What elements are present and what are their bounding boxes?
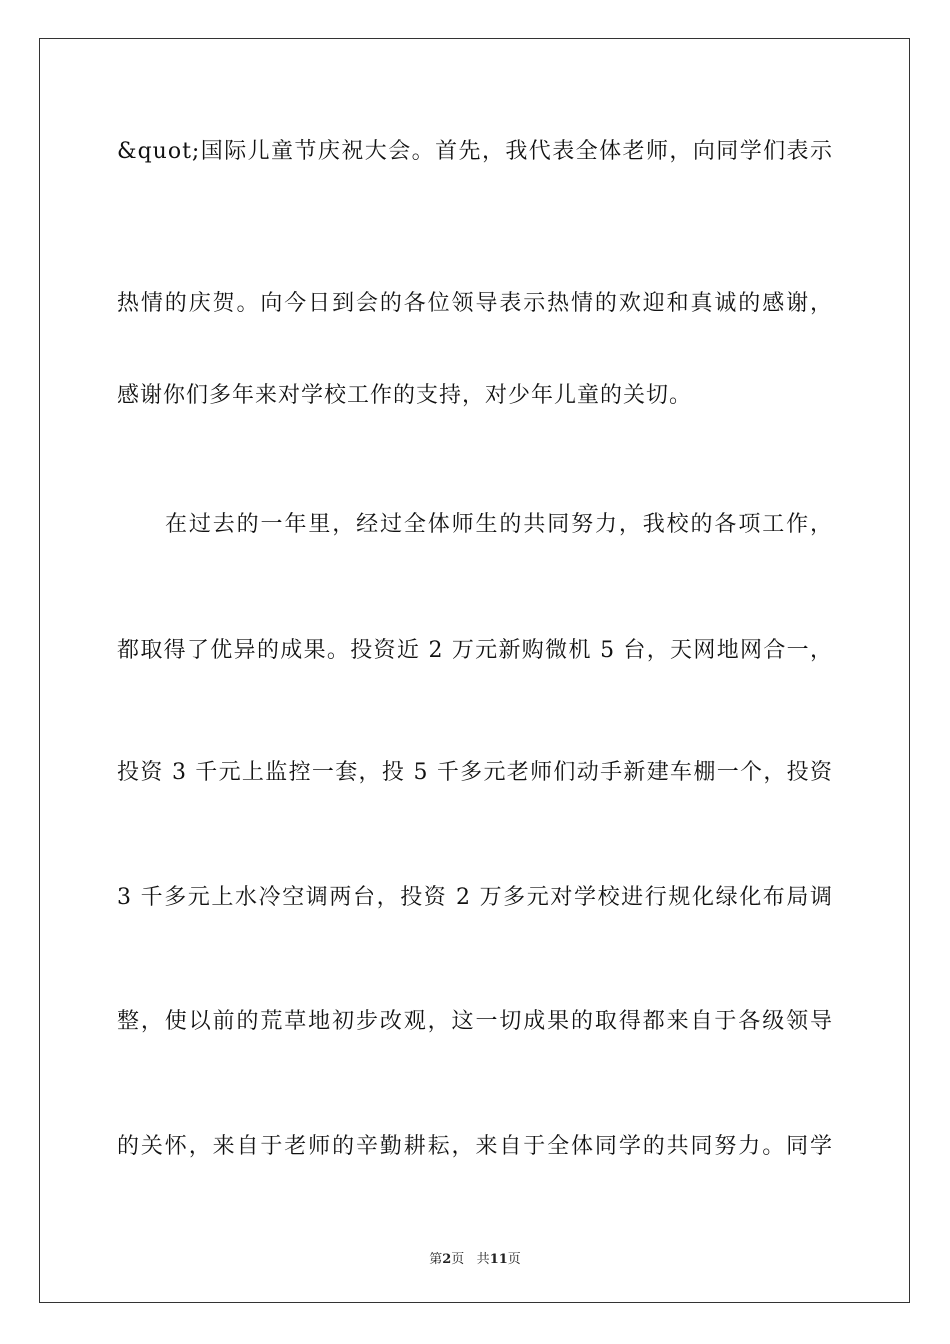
footer-total-prefix: 共 xyxy=(476,1252,490,1267)
body-line-9: 的关怀，来自于老师的辛勤耕耘，来自于全体同学的共同努力。同学 xyxy=(117,1134,833,1159)
body-line-2: 热情的庆贺。向今日到会的各位领导表示热情的欢迎和真诚的感谢， xyxy=(117,291,833,316)
body-line-7: 3 千多元上水冷空调两台，投资 2 万多元对学校进行规化绿化布局调 xyxy=(117,885,833,910)
page-border xyxy=(39,38,910,1303)
footer-total-number: 11 xyxy=(489,1252,508,1267)
body-line-4: 在过去的一年里，经过全体师生的共同努力，我校的各项工作， xyxy=(165,512,833,537)
body-line-6: 投资 3 千元上监控一套，投 5 千多元老师们动手新建车棚一个，投资 xyxy=(117,760,833,785)
page-footer xyxy=(0,1248,950,1267)
footer-total-suffix: 页 xyxy=(507,1252,521,1267)
footer-page-number: 2 xyxy=(442,1252,452,1267)
body-line-8: 整，使以前的荒草地初步改观，这一切成果的取得都来自于各级领导 xyxy=(117,1009,833,1034)
body-line-3: 感谢你们多年来对学校工作的支持，对少年儿童的关切。 xyxy=(117,383,693,408)
body-line-5: 都取得了优异的成果。投资近 2 万元新购微机 5 台，天网地网合一， xyxy=(117,638,833,663)
footer-page-suffix: 页 xyxy=(451,1252,465,1267)
body-line-1: &quot;国际儿童节庆祝大会。首先，我代表全体老师，向同学们表示 xyxy=(117,139,833,164)
footer-page-prefix: 第 xyxy=(429,1252,443,1267)
